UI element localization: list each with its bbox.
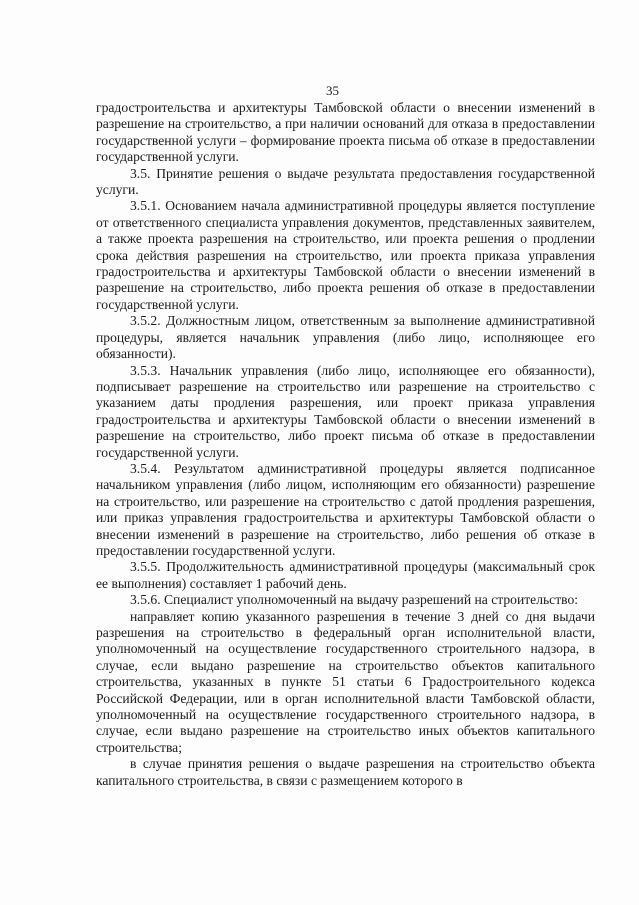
paragraph-3-5-1: 3.5.1. Основанием начала административной процедуры является поступление от ответственного специалиста управления документов, представленных заявителем, а также проекта разрешения на строительство, или проекта решения о продлении срока действия разрешения на строительство, или проекта приказа управления градостроительства и архитектуры Тамбовской области о внесении изменений в разрешение на строительство, либо проекта решения об отказе в предоставлении государственной услуги. xyxy=(96,198,595,312)
page-number: 35 xyxy=(326,83,339,98)
paragraph-3-5-2: 3.5.2. Должностным лицом, ответственным за выполнение административной процедуры, является начальник управления (либо лицо, исполняющее его обязанности). xyxy=(96,313,595,362)
paragraph-3-5-5: 3.5.5. Продолжительность административной процедуры (максимальный срок ее выполнения) составляет 1 рабочий день. xyxy=(96,559,595,591)
paragraph-send-copy: направляет копию указанного разрешения в течение 3 дней со дня выдачи разрешения на строительство в федеральный орган исполнительной власти, уполномоченный на осуществление государственного строительного надзора, в случае, если выдано разрешение на строительство объектов капитального строительства, указанных в пункте 51 статьи 6 Градостроительного кодекса Российской Федерации, или в орган исполнительной власти Тамбовской области, уполномоченный на осуществление государственного строительного надзора, в случае, если выдано разрешение на строительство иных объектов капитального строительства; xyxy=(96,608,595,755)
paragraph-continuation: градостроительства и архитектуры Тамбовской области о внесении изменений в разрешение на строительство, а при наличии оснований для отказа в предоставлении государственной услуги – формирование проекта письма об отказе в предоставлении государственной услуги. xyxy=(96,100,595,165)
document-body xyxy=(96,100,595,789)
paragraph-3-5-4: 3.5.4. Результатом административной процедуры является подписанное начальником управления (либо лицом, исполняющим его обязанности) разрешение на строительство, или разрешение на строительство с датой продления разрешения, или приказ управления градостроительства и архитектуры Тамбовской области о внесении изменений в разрешение на строительство, либо решения об отказе в предоставлении государственной услуги. xyxy=(96,460,595,558)
paragraph-3-5-3: 3.5.3. Начальник управления (либо лицо, исполняющее его обязанности), подписывает разрешение на строительство или разрешение на строительство с указанием даты продления разрешения, или проект приказа управления градостроительства и архитектуры Тамбовской области о внесении изменений в разрешение на строительство, либо проект письма об отказе в предоставлении государственной услуги. xyxy=(96,362,595,460)
paragraph-3-5: 3.5. Принятие решения о выдаче результата предоставления государственной услуги. xyxy=(96,165,595,198)
paragraph-decision-case: в случае принятия решения о выдаче разрешения на строительство объекта капитального строительства, в связи с размещением которого в xyxy=(96,756,595,788)
paragraph-3-5-6: 3.5.6. Специалист уполномоченный на выдачу разрешений на строительство: xyxy=(130,592,579,608)
